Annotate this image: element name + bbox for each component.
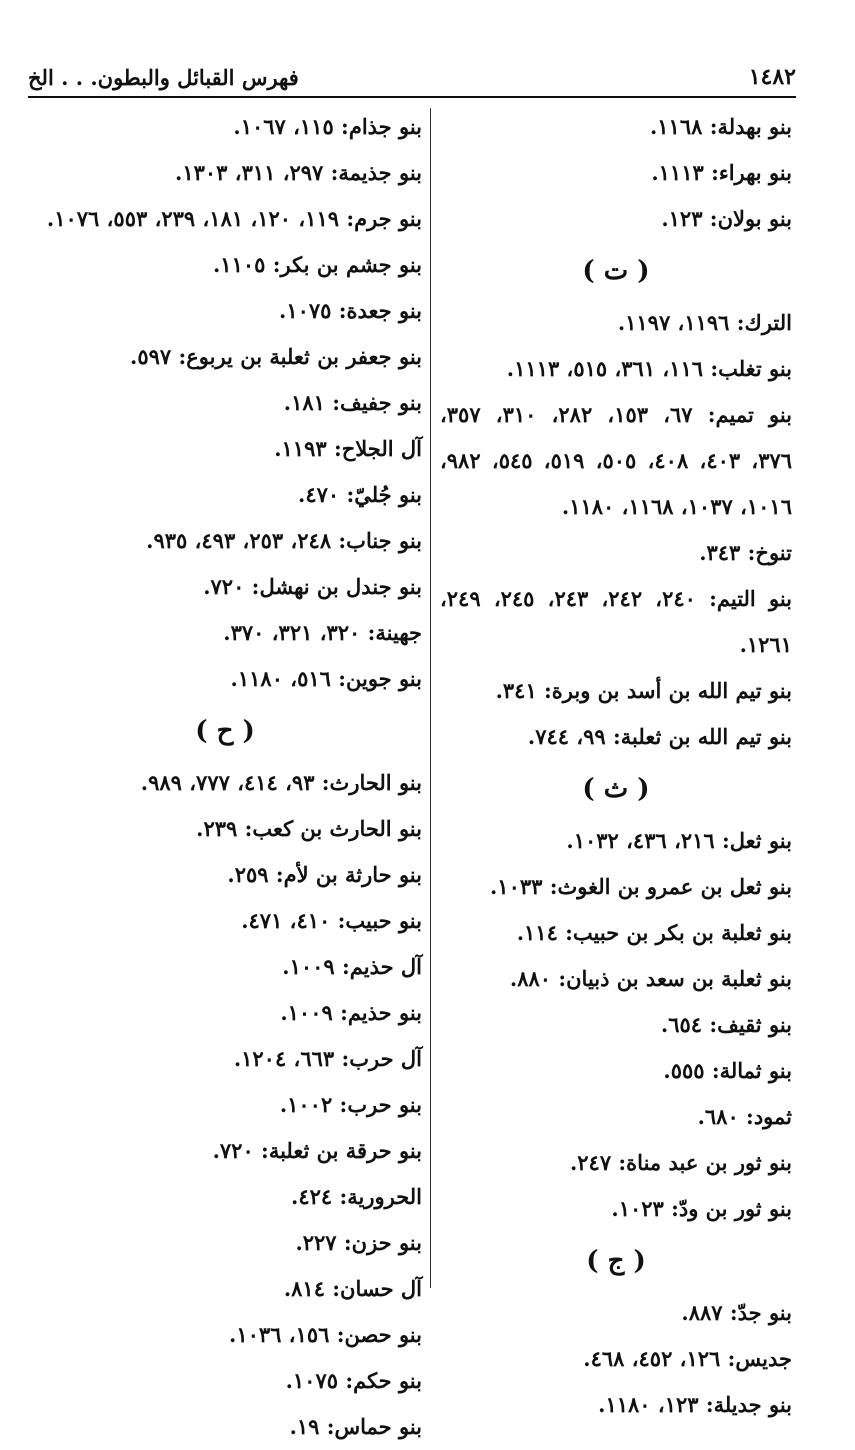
index-entry: بنو جدّ: ٨٨٧. bbox=[681, 1300, 792, 1325]
index-entry: بنو جذيمة: ٢٩٧، ٣١١، ١٣٠٣. bbox=[175, 160, 422, 185]
index-entry: تنوخ: ٣٤٣. bbox=[699, 540, 792, 565]
index-entry: بنو بولان: ١٢٣. bbox=[661, 206, 792, 231]
section-heading: ( ت ) bbox=[582, 256, 650, 286]
index-entry: بنو تيم الله بن ثعلبة: ٩٩، ٧٤٤. bbox=[527, 724, 792, 749]
index-entry: بنو ثعل: ٢١٦، ٤٣٦، ١٠٣٢. bbox=[566, 828, 792, 853]
index-entry: بنو ثمالة: ٥٥٥. bbox=[663, 1058, 792, 1083]
index-entry: بنو ثعلبة بن بكر بن حبيب: ١١٤. bbox=[516, 920, 792, 945]
index-entry: بنو الحارث بن كعب: ٢٣٩. bbox=[196, 816, 422, 841]
column-divider bbox=[430, 108, 431, 1288]
index-entry: بنو حماس: ١٩. bbox=[289, 1414, 422, 1439]
index-entry: بنو التيم: ٢٤٠، ٢٤٢، ٢٤٣، ٢٤٥، ٢٤٩، ١٢٦١. bbox=[440, 586, 793, 657]
index-entry: بنو حزن: ٢٢٧. bbox=[295, 1230, 422, 1255]
index-entry: بنو ثور بن عبد مناة: ٢٤٧. bbox=[569, 1150, 792, 1175]
index-entry: بنو تيم الله بن أسد بن وبرة: ٣٤١. bbox=[495, 678, 792, 703]
index-entry: بنو ثعلبة بن سعد بن ذبيان: ٨٨٠. bbox=[509, 966, 792, 991]
index-entry: بنو جشم بن بكر: ١١٠٥. bbox=[212, 252, 422, 277]
index-entry: بنو ثور بن ودّ: ١٠٢٣. bbox=[611, 1196, 792, 1221]
section-heading: ( ح ) bbox=[195, 716, 255, 746]
index-entry: بنو حذيم: ١٠٠٩. bbox=[280, 1000, 422, 1025]
index-column-right bbox=[440, 104, 792, 1428]
page-header bbox=[28, 58, 796, 98]
index-entry: بنو جوين: ٥١٦، ١١٨٠. bbox=[230, 666, 422, 691]
index-entry: بنو بهدلة: ١١٦٨. bbox=[649, 114, 792, 139]
index-entry: بنو حرقة بن ثعلبة: ٧٢٠. bbox=[212, 1138, 422, 1163]
index-entry: جديس: ١٢٦، ٤٥٢، ٤٦٨. bbox=[583, 1346, 792, 1371]
index-entry: بنو حصن: ١٥٦، ١٠٣٦. bbox=[229, 1322, 422, 1347]
index-entry: بنو حارثة بن لأم: ٢٥٩. bbox=[227, 862, 422, 887]
index-entry: آل حسان: ٨١٤. bbox=[283, 1276, 422, 1301]
section-heading: ( ث ) bbox=[582, 774, 650, 804]
index-entry: آل حذيم: ١٠٠٩. bbox=[282, 954, 422, 979]
index-entry: بنو الحارث: ٩٣، ٤١٤، ٧٧٧، ٩٨٩. bbox=[140, 770, 422, 795]
index-entry: بنو تميم: ٦٧، ١٥٣، ٢٨٢، ٣١٠، ٣٥٧، ٣٧٦، ٤٠٣، ٤٠٨، ٥٠٥، ٥١٩، ٥٤٥، ٩٨٢، ١٠١٦، ١٠٣٧، ١١٦٨، ١١٨٠. bbox=[440, 402, 793, 519]
index-entry: بنو حبيب: ٤١٠، ٤٧١. bbox=[241, 908, 422, 933]
index-entry: بنو جعفر بن ثعلبة بن يربوع: ٥٩٧. bbox=[130, 344, 422, 369]
index-entry: بنو تغلب: ١١٦، ٣٦١، ٥١٥، ١١١٣. bbox=[506, 356, 792, 381]
index-entry: بنو جديلة: ١٢٣، ١١٨٠. bbox=[598, 1392, 792, 1417]
index-entry: ثمود: ٦٨٠. bbox=[697, 1104, 792, 1129]
index-entry: بنو جُليّ: ٤٧٠. bbox=[298, 482, 422, 507]
running-title: فهرس القبائل والبطون. . . الخ bbox=[28, 64, 299, 90]
index-entry: بنو بهراء: ١١١٣. bbox=[651, 160, 792, 185]
index-column-left bbox=[28, 104, 422, 1450]
section-heading: ( ج ) bbox=[586, 1246, 646, 1276]
index-entry: بنو ثقيف: ٦٥٤. bbox=[660, 1012, 792, 1037]
index-entry: بنو جفيف: ١٨١. bbox=[283, 390, 422, 415]
index-entry: بنو حرب: ١٠٠٢. bbox=[279, 1092, 422, 1117]
index-entry: بنو جندل بن نهشل: ٧٢٠. bbox=[203, 574, 422, 599]
index-entry: آل حرب: ٦٦٣، ١٢٠٤. bbox=[233, 1046, 422, 1071]
index-entry: الترك: ١١٩٦، ١١٩٧. bbox=[617, 310, 792, 335]
page-number: ١٤٨٢ bbox=[748, 64, 796, 90]
index-entry: الحرورية: ٤٢٤. bbox=[291, 1184, 422, 1209]
index-entry: بنو ثعل بن عمرو بن الغوث: ١٠٣٣. bbox=[489, 874, 792, 899]
index-entry: بنو جناب: ٢٤٨، ٢٥٣، ٤٩٣، ٩٣٥. bbox=[146, 528, 422, 553]
index-entry: بنو حكم: ١٠٧٥. bbox=[285, 1368, 422, 1393]
index-entry: آل الجلاح: ١١٩٣. bbox=[274, 436, 422, 461]
index-entry: بنو جعدة: ١٠٧٥. bbox=[279, 298, 422, 323]
index-entry: بنو جرم: ١١٩، ١٢٠، ١٨١، ٢٣٩، ٥٥٣، ١٠٧٦. bbox=[46, 206, 422, 231]
index-entry: جهينة: ٣٢٠، ٣٢١، ٣٧٠. bbox=[223, 620, 422, 645]
index-entry: بنو جذام: ١١٥، ١٠٦٧. bbox=[233, 114, 422, 139]
